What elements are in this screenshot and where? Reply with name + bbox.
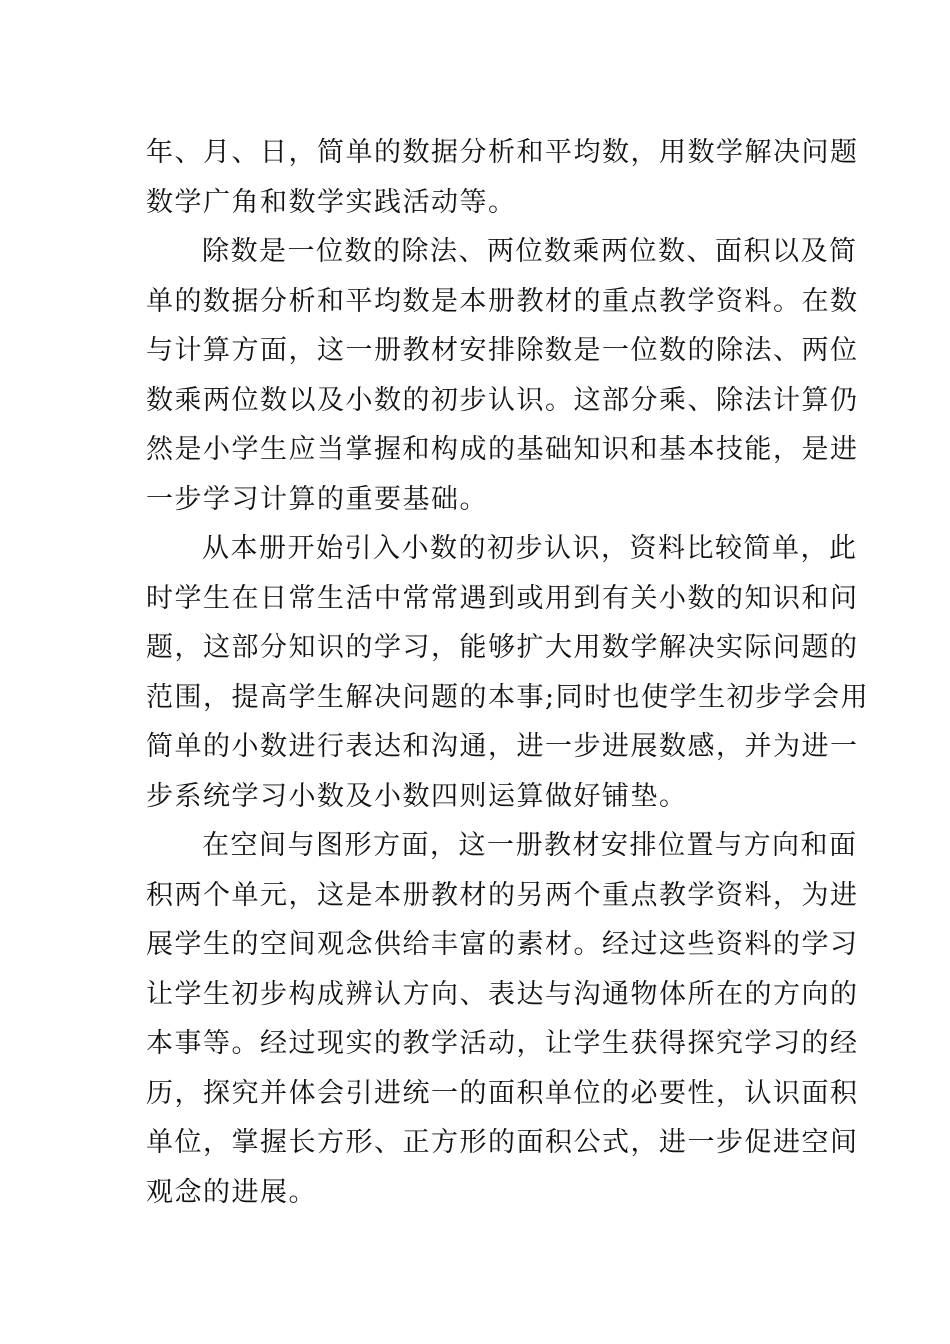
text-line: 时学生在日常生活中常常遇到或用到有关小数的知识和问	[146, 582, 859, 614]
paragraph-2	[146, 227, 859, 524]
text-line: 让学生初步构成辨认方向、表达与沟通物体所在的方向的	[146, 978, 859, 1010]
text-line: 范围，提高学生解决问题的本事;同时也使学生初步学会用	[146, 681, 870, 713]
text-line: 单的数据分析和平均数是本册教材的重点教学资料。在数	[146, 285, 859, 317]
text-line: 历，探究并体会引进统一的面积单位的必要性，认识面积	[146, 1077, 859, 1109]
paragraph-1	[146, 128, 859, 227]
text-line: 然是小学生应当掌握和构成的基础知识和基本技能，是进	[146, 434, 859, 465]
document-body	[146, 128, 870, 1217]
text-line: 除数是一位数的除法、两位数乘两位数、面积以及简	[202, 236, 858, 267]
text-line: 一步学习计算的重要基础。	[146, 483, 488, 515]
text-line: 观念的进展。	[146, 1176, 317, 1208]
text-line: 简单的小数进行表达和沟通，进一步进展数感，并为进一	[146, 731, 859, 762]
text-line: 题，这部分知识的学习，能够扩大用数学解决实际问题的	[146, 632, 859, 663]
text-line: 积两个单元，这是本册教材的另两个重点教学资料，为进	[146, 879, 859, 911]
text-line: 展学生的空间观念供给丰富的素材。经过这些资料的学习	[146, 929, 859, 960]
paragraph-4	[146, 821, 859, 1217]
text-line: 单位，掌握长方形、正方形的面积公式，进一步促进空间	[146, 1127, 859, 1158]
text-line: 本事等。经过现实的教学活动，让学生获得探究学习的经	[146, 1028, 859, 1059]
text-line: 年、月、日，简单的数据分析和平均数，用数学解决问题	[146, 137, 859, 168]
text-line: 步系统学习小数及小数四则运算做好铺垫。	[146, 780, 688, 812]
paragraph-3	[146, 524, 870, 821]
text-line: 与计算方面，这一册教材安排除数是一位数的除法、两位	[146, 335, 859, 366]
text-line: 数乘两位数以及小数的初步认识。这部分乘、除法计算仍	[146, 384, 859, 416]
text-line: 从本册开始引入小数的初步认识，资料比较简单，此	[202, 533, 858, 564]
text-line: 数学广角和数学实践活动等。	[146, 186, 517, 218]
text-line: 在空间与图形方面，这一册教材安排位置与方向和面	[202, 830, 858, 861]
